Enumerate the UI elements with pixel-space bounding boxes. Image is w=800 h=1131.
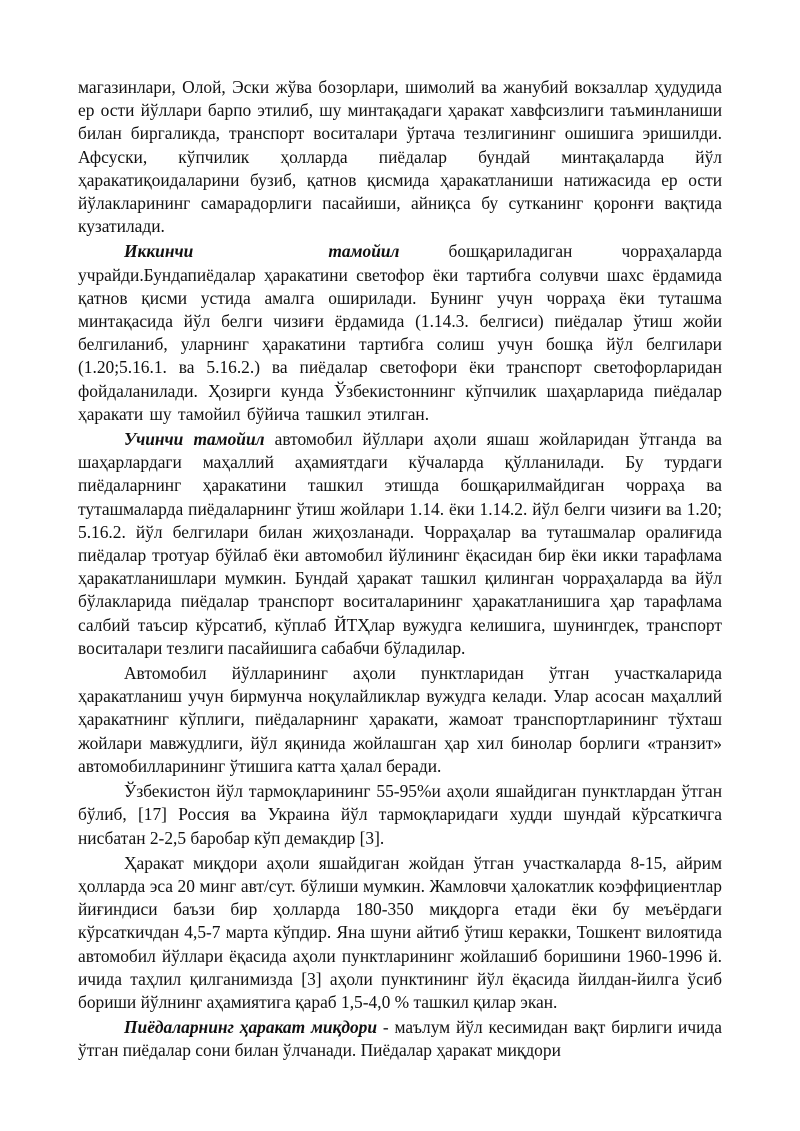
paragraph-text: бошқариладиган чорраҳаларда учрайди.Бундапиёдалар ҳаракатини светофор ёки тартибга солувчи шахс ёрдамида қатнов қисми устида амалга оширилади. Бунинг учун чорраҳа ёки туташма минтақасида йўл белги чизиғи ёрдамида (1.14.3. белгиси) пиёдалар ўтиш жойи белгиланиб, уларнинг ҳаракатини тартибга солиш учун бошқа йўл белгилари (1.20;5.16.1. ва 5.16.2.) ва пиёдалар светофори ёки транспорт светофорларидан фойдаланилади. Ҳозирги кунда Ўзбекистоннинг кўпчилик шаҳарларида пиёдалар ҳаракати шу тамойил бўйича ташкил этилган. bbox=[78, 241, 722, 424]
paragraph-lead: Иккинчи тамойил bbox=[124, 241, 400, 262]
paragraph-text: - маълум йўл кесимидан вақт бирлиги ичида ўтган пиёдалар сони билан ўлчанади. Пиёдалар ҳаракат миқдори bbox=[78, 1017, 722, 1061]
paragraph-text: Ҳаракат миқдори аҳоли яшайдиган жойдан ўтган участкаларда 8-15, айрим ҳолларда эса 20 минг авт/сут. бўлиши мумкин. Жамловчи ҳалокатлик коэффициентлар йиғиндиси баъзи бир ҳолларда 180-350 миқдорга етади ёки бу меъёрдаги кўрсаткичдан 4,5-7 марта кўпдир. Яна шуни айтиб ўтиш керакки, Тошкент вилоятида автомобил йўллари ёқасида аҳоли пунктларининг жойлашиб боришини 1960-1996 й. ичида таҳлил қилганимизда [3] аҳоли пунктининг йўл ёқасида йилдан-йилга ўсиб бориши йўлнинг аҳамиятига қараб 1,5-4,0 % ташкил қилар экан. bbox=[78, 852, 722, 1012]
paragraph-pedestrian-volume bbox=[78, 1016, 722, 1062]
paragraph-lead: Пиёдаларнинг ҳаракат миқдори bbox=[124, 1017, 378, 1038]
paragraph-text: Ўзбекистон йўл тармоқларининг 55-95%и аҳоли яшайдиган пунктлардан ўтган бўлиб, [17] Россия ва Украина йўл тармоқларидаги худди шундай кўрсаткичга нисбатан 2-2,5 баробар кўп демакдир [3]. bbox=[78, 781, 722, 848]
paragraph-road-sections bbox=[78, 662, 722, 778]
paragraph-lead: Учинчи тамойил bbox=[124, 429, 265, 450]
paragraph-text: магазинлари, Олой, Эски жўва бозорлари, шимолий ва жанубий вокзаллар ҳудудида ер ости йўллари барпо этилиб, шу минтақадаги ҳаракат хавфсизлиги таъминланиши билан биргаликда, транспорт воситалари ўртача тезлигининг ошишига эришилди. Афсуски, кўпчилик ҳолларда пиёдалар бундай минтақаларда йўл ҳаракатиқоидаларини бузиб, қатнов қисмида ҳаракатланиши натижасида ер ости йўлакларининг самарадорлиги пасайиши, айниқса бу сутканинг қоронғи вақтида кузатилади. bbox=[78, 77, 722, 237]
paragraph-underground-passages bbox=[78, 76, 722, 238]
paragraph-third-principle bbox=[78, 428, 722, 660]
paragraph-road-network bbox=[78, 780, 722, 850]
paragraph-text: Автомобил йўлларининг аҳоли пунктларидан ўтган участкаларида ҳаракатланиш учун бирмунча ноқулайликлар вужудга келади. Улар асосан маҳаллий ҳаракатнинг кўплиги, пиёдаларнинг ҳаракати, жамоат транспортларининг тўхташ жойлари мавжудлиги, йўл яқинида жойлашган ҳар хил бинолар борлиги «транзит» автомобилларининг ўтишига катта ҳалал беради. bbox=[78, 663, 722, 776]
paragraph-second-principle bbox=[78, 240, 722, 426]
paragraph-text: автомобил йўллари аҳоли яшаш жойларидан ўтганда ва шаҳарлардаги маҳаллий аҳамиятдаги кўчаларда қўлланилади. Бу турдаги пиёдаларнинг ҳаракатини ташкил этишда бошқарилмайдиган чорраҳа ва туташмаларда пиёдаларнинг ўтиш жойлари 1.14. ёки 1.14.2. йўл белги чизиғи ва 1.20; 5.16.2. йўл белгилари билан жиҳозланади. Чорраҳалар ва туташмалар оралиғида пиёдалар тротуар бўйлаб ёки автомобил йўлининг ёқасидан бир ёки икки тарафлама ҳаракатланишлари мумкин. Бундай ҳаракат ташкил қилинган чорраҳаларда ва йўл бўлакларида пиёдалар транспорт воситаларининг ҳаракатланишига ҳар тарафлама салбий таъсир кўрсатиб, кўплаб ЙТҲлар вужудга келишига, шунингдек, транспорт воситалари тезлиги пасайишига сабабчи бўладилар. bbox=[78, 429, 722, 658]
paragraph-traffic-volume bbox=[78, 852, 722, 1014]
